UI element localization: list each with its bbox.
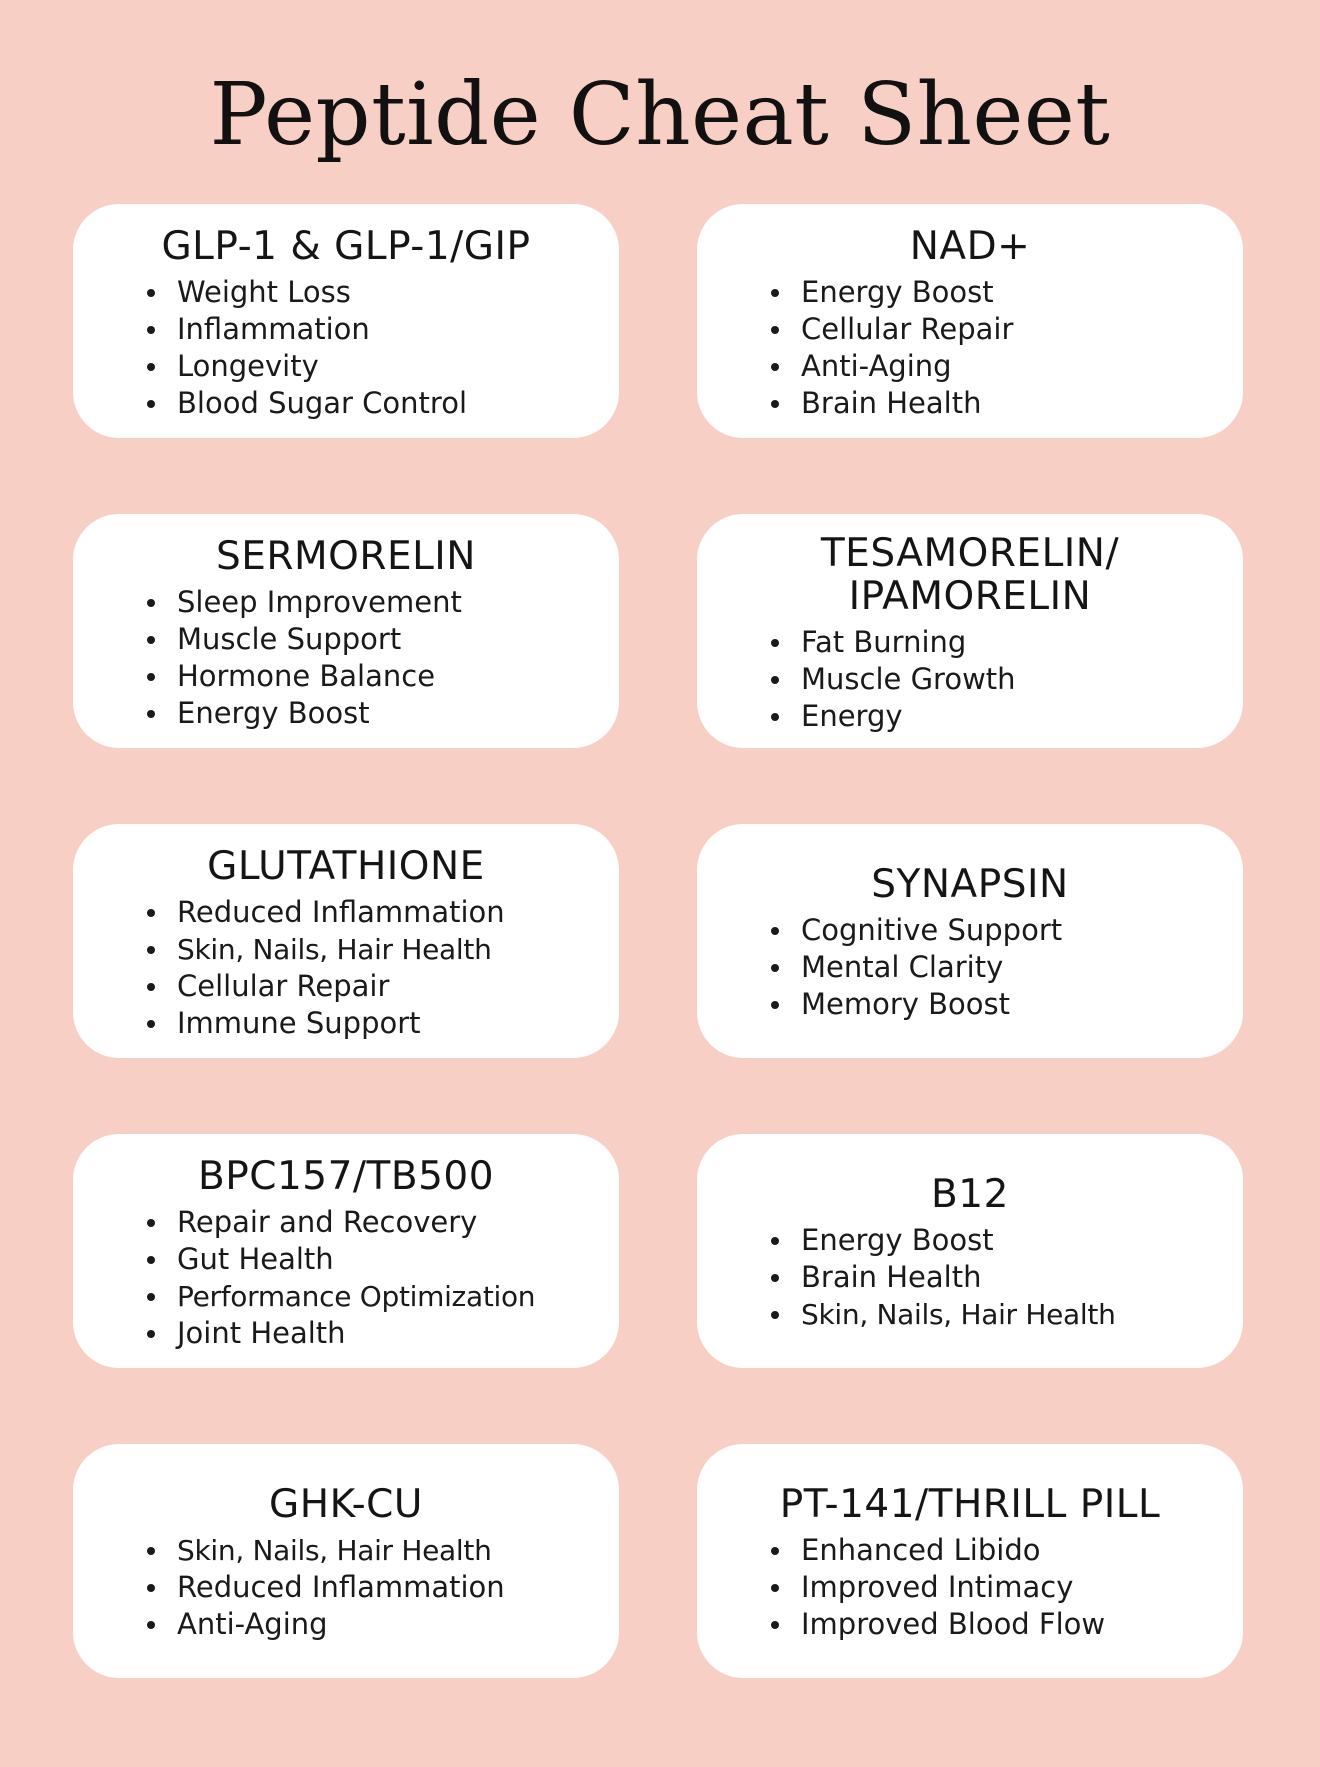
benefit-item: [727, 1569, 1213, 1606]
benefit-label: Skin, Nails, Hair Health: [177, 1534, 492, 1567]
benefit-label: Improved Blood Flow: [801, 1607, 1106, 1641]
bullet-icon: [771, 1584, 779, 1592]
benefit-item: [103, 1204, 589, 1241]
bullet-icon: [147, 400, 155, 408]
benefit-label: Longevity: [177, 348, 319, 383]
benefit-item: [103, 1005, 589, 1042]
peptide-name: B12: [931, 1172, 1009, 1217]
peptide-card-title: [727, 863, 1213, 906]
benefit-item: [103, 274, 589, 311]
bullet-icon: [771, 676, 779, 684]
bullet-icon: [147, 946, 155, 954]
benefit-list: [727, 274, 1213, 422]
peptide-card-title: [727, 532, 1213, 618]
benefit-label: Joint Health: [177, 1315, 346, 1350]
benefit-item: [103, 1532, 589, 1569]
benefit-item: [727, 1222, 1213, 1259]
peptide-name: PT-141/THRILL PILL: [779, 1482, 1161, 1527]
peptide-name: GLUTATHIONE: [207, 843, 485, 889]
benefit-label: Energy: [801, 698, 903, 733]
benefit-label: Cellular Repair: [177, 968, 390, 1003]
benefit-label: Weight Loss: [177, 274, 351, 309]
benefit-label: Mental Clarity: [801, 950, 1004, 984]
bullet-icon: [147, 1330, 155, 1338]
benefit-item: [103, 894, 589, 931]
bullet-icon: [147, 909, 155, 917]
benefit-item: [103, 311, 589, 348]
bullet-icon: [147, 1547, 155, 1555]
benefit-item: [103, 658, 589, 695]
benefit-label: Cognitive Support: [801, 913, 1063, 947]
benefit-label: Cellular Repair: [801, 311, 1014, 346]
bullet-icon: [147, 983, 155, 991]
peptide-card: [697, 1134, 1243, 1368]
benefit-item: [727, 912, 1213, 949]
bullet-icon: [771, 964, 779, 972]
benefit-label: Energy Boost: [801, 1223, 994, 1257]
bullet-icon: [147, 636, 155, 644]
bullet-icon: [147, 599, 155, 607]
benefit-item: [727, 348, 1213, 385]
benefit-item: [103, 584, 589, 621]
page-title: Peptide Cheat Sheet: [209, 65, 1111, 165]
benefit-label: Performance Optimization: [177, 1279, 536, 1313]
bullet-icon: [147, 1293, 155, 1301]
bullet-icon: [771, 713, 779, 721]
bullet-icon: [771, 400, 779, 408]
bullet-icon: [771, 639, 779, 647]
peptide-card: [73, 1134, 619, 1368]
bullet-icon: [771, 1001, 779, 1009]
bullet-icon: [771, 1274, 779, 1282]
bullet-icon: [147, 1219, 155, 1227]
benefit-item: [727, 311, 1213, 348]
benefit-label: Muscle Growth: [801, 661, 1016, 696]
benefit-item: [727, 949, 1213, 986]
benefit-list: [727, 1222, 1213, 1333]
peptide-card: [697, 514, 1243, 748]
benefit-label: Energy Boost: [177, 695, 370, 730]
bullet-icon: [771, 1547, 779, 1555]
benefit-item: [727, 986, 1213, 1023]
peptide-card: [697, 1444, 1243, 1678]
bullet-icon: [771, 326, 779, 334]
benefit-item: [103, 1606, 589, 1643]
benefit-label: Muscle Support: [177, 621, 402, 656]
peptide-card: [73, 514, 619, 748]
bullet-icon: [771, 289, 779, 297]
benefit-item: [103, 1278, 589, 1315]
benefit-label: Anti-Aging: [801, 348, 952, 383]
bullet-icon: [147, 1020, 155, 1028]
benefit-list: [727, 912, 1213, 1023]
bullet-icon: [147, 1621, 155, 1629]
peptide-card-title: [103, 1483, 589, 1526]
bullet-icon: [147, 673, 155, 681]
benefit-item: [103, 348, 589, 385]
bullet-icon: [147, 289, 155, 297]
benefit-list: [103, 584, 589, 732]
benefit-list: [727, 624, 1213, 735]
bullet-icon: [771, 1621, 779, 1629]
bullet-icon: [147, 1256, 155, 1264]
benefit-label: Improved Intimacy: [801, 1570, 1074, 1604]
benefit-label: Repair and Recovery: [177, 1204, 478, 1239]
benefit-item: [727, 698, 1213, 735]
peptide-card-title: [103, 535, 589, 578]
benefit-label: Skin, Nails, Hair Health: [177, 932, 492, 966]
benefit-item: [727, 624, 1213, 661]
benefit-label: Brain Health: [801, 385, 982, 420]
benefit-label: Energy Boost: [801, 274, 994, 309]
benefit-item: [103, 385, 589, 422]
benefit-label: Brain Health: [801, 1260, 982, 1294]
benefit-item: [727, 274, 1213, 311]
bullet-icon: [147, 363, 155, 371]
benefit-item: [103, 931, 589, 968]
peptide-card: [73, 1444, 619, 1678]
peptide-card-grid: [73, 204, 1243, 1678]
benefit-label: Skin, Nails, Hair Health: [801, 1298, 1116, 1331]
peptide-name: SYNAPSIN: [871, 862, 1069, 907]
benefit-list: [103, 1532, 589, 1643]
benefit-item: [103, 968, 589, 1005]
benefit-item: [103, 621, 589, 658]
benefit-label: Gut Health: [177, 1241, 334, 1276]
peptide-card: [73, 824, 619, 1058]
benefit-label: Hormone Balance: [177, 658, 436, 693]
benefit-list: [103, 1204, 589, 1352]
benefit-item: [727, 1606, 1213, 1643]
benefit-list: [727, 1532, 1213, 1643]
benefit-item: [727, 661, 1213, 698]
peptide-name-line2: IPAMORELIN: [848, 573, 1092, 619]
bullet-icon: [147, 710, 155, 718]
benefit-item: [727, 1259, 1213, 1296]
peptide-name: TESAMORELIN/: [820, 530, 1120, 576]
benefit-label: Immune Support: [177, 1005, 421, 1040]
bullet-icon: [771, 363, 779, 371]
bullet-icon: [771, 1237, 779, 1245]
benefit-item: [727, 1532, 1213, 1569]
benefit-list: [103, 274, 589, 422]
benefit-label: Fat Burning: [801, 624, 967, 659]
benefit-item: [727, 385, 1213, 422]
peptide-card: [697, 824, 1243, 1058]
bullet-icon: [771, 927, 779, 935]
benefit-item: [103, 695, 589, 732]
peptide-card-title: [727, 1483, 1213, 1526]
peptide-name: NAD+: [909, 223, 1031, 269]
benefit-item: [727, 1296, 1213, 1333]
peptide-card-title: [727, 1173, 1213, 1216]
benefit-label: Anti-Aging: [177, 1607, 328, 1641]
benefit-item: [103, 1569, 589, 1606]
peptide-card-title: [103, 845, 589, 888]
peptide-name: SERMORELIN: [216, 533, 476, 579]
peptide-name: BPC157/TB500: [197, 1153, 495, 1199]
peptide-name: GLP-1 & GLP-1/GIP: [161, 223, 531, 269]
bullet-icon: [147, 326, 155, 334]
benefit-label: Enhanced Libido: [801, 1533, 1041, 1567]
peptide-name: GHK-CU: [269, 1482, 423, 1527]
benefit-label: Reduced Inflammation: [177, 1570, 505, 1604]
benefit-item: [103, 1315, 589, 1352]
bullet-icon: [147, 1584, 155, 1592]
peptide-card-title: [103, 1155, 589, 1198]
benefit-list: [103, 894, 589, 1042]
peptide-card: [73, 204, 619, 438]
peptide-card-title: [727, 225, 1213, 268]
peptide-card-title: [103, 225, 589, 268]
peptide-card: [697, 204, 1243, 438]
bullet-icon: [771, 1311, 779, 1319]
benefit-label: Reduced Inflammation: [177, 894, 505, 929]
benefit-item: [103, 1241, 589, 1278]
benefit-label: Sleep Improvement: [177, 584, 462, 619]
benefit-label: Blood Sugar Control: [177, 385, 467, 420]
benefit-label: Inflammation: [177, 311, 370, 346]
benefit-label: Memory Boost: [801, 987, 1011, 1021]
